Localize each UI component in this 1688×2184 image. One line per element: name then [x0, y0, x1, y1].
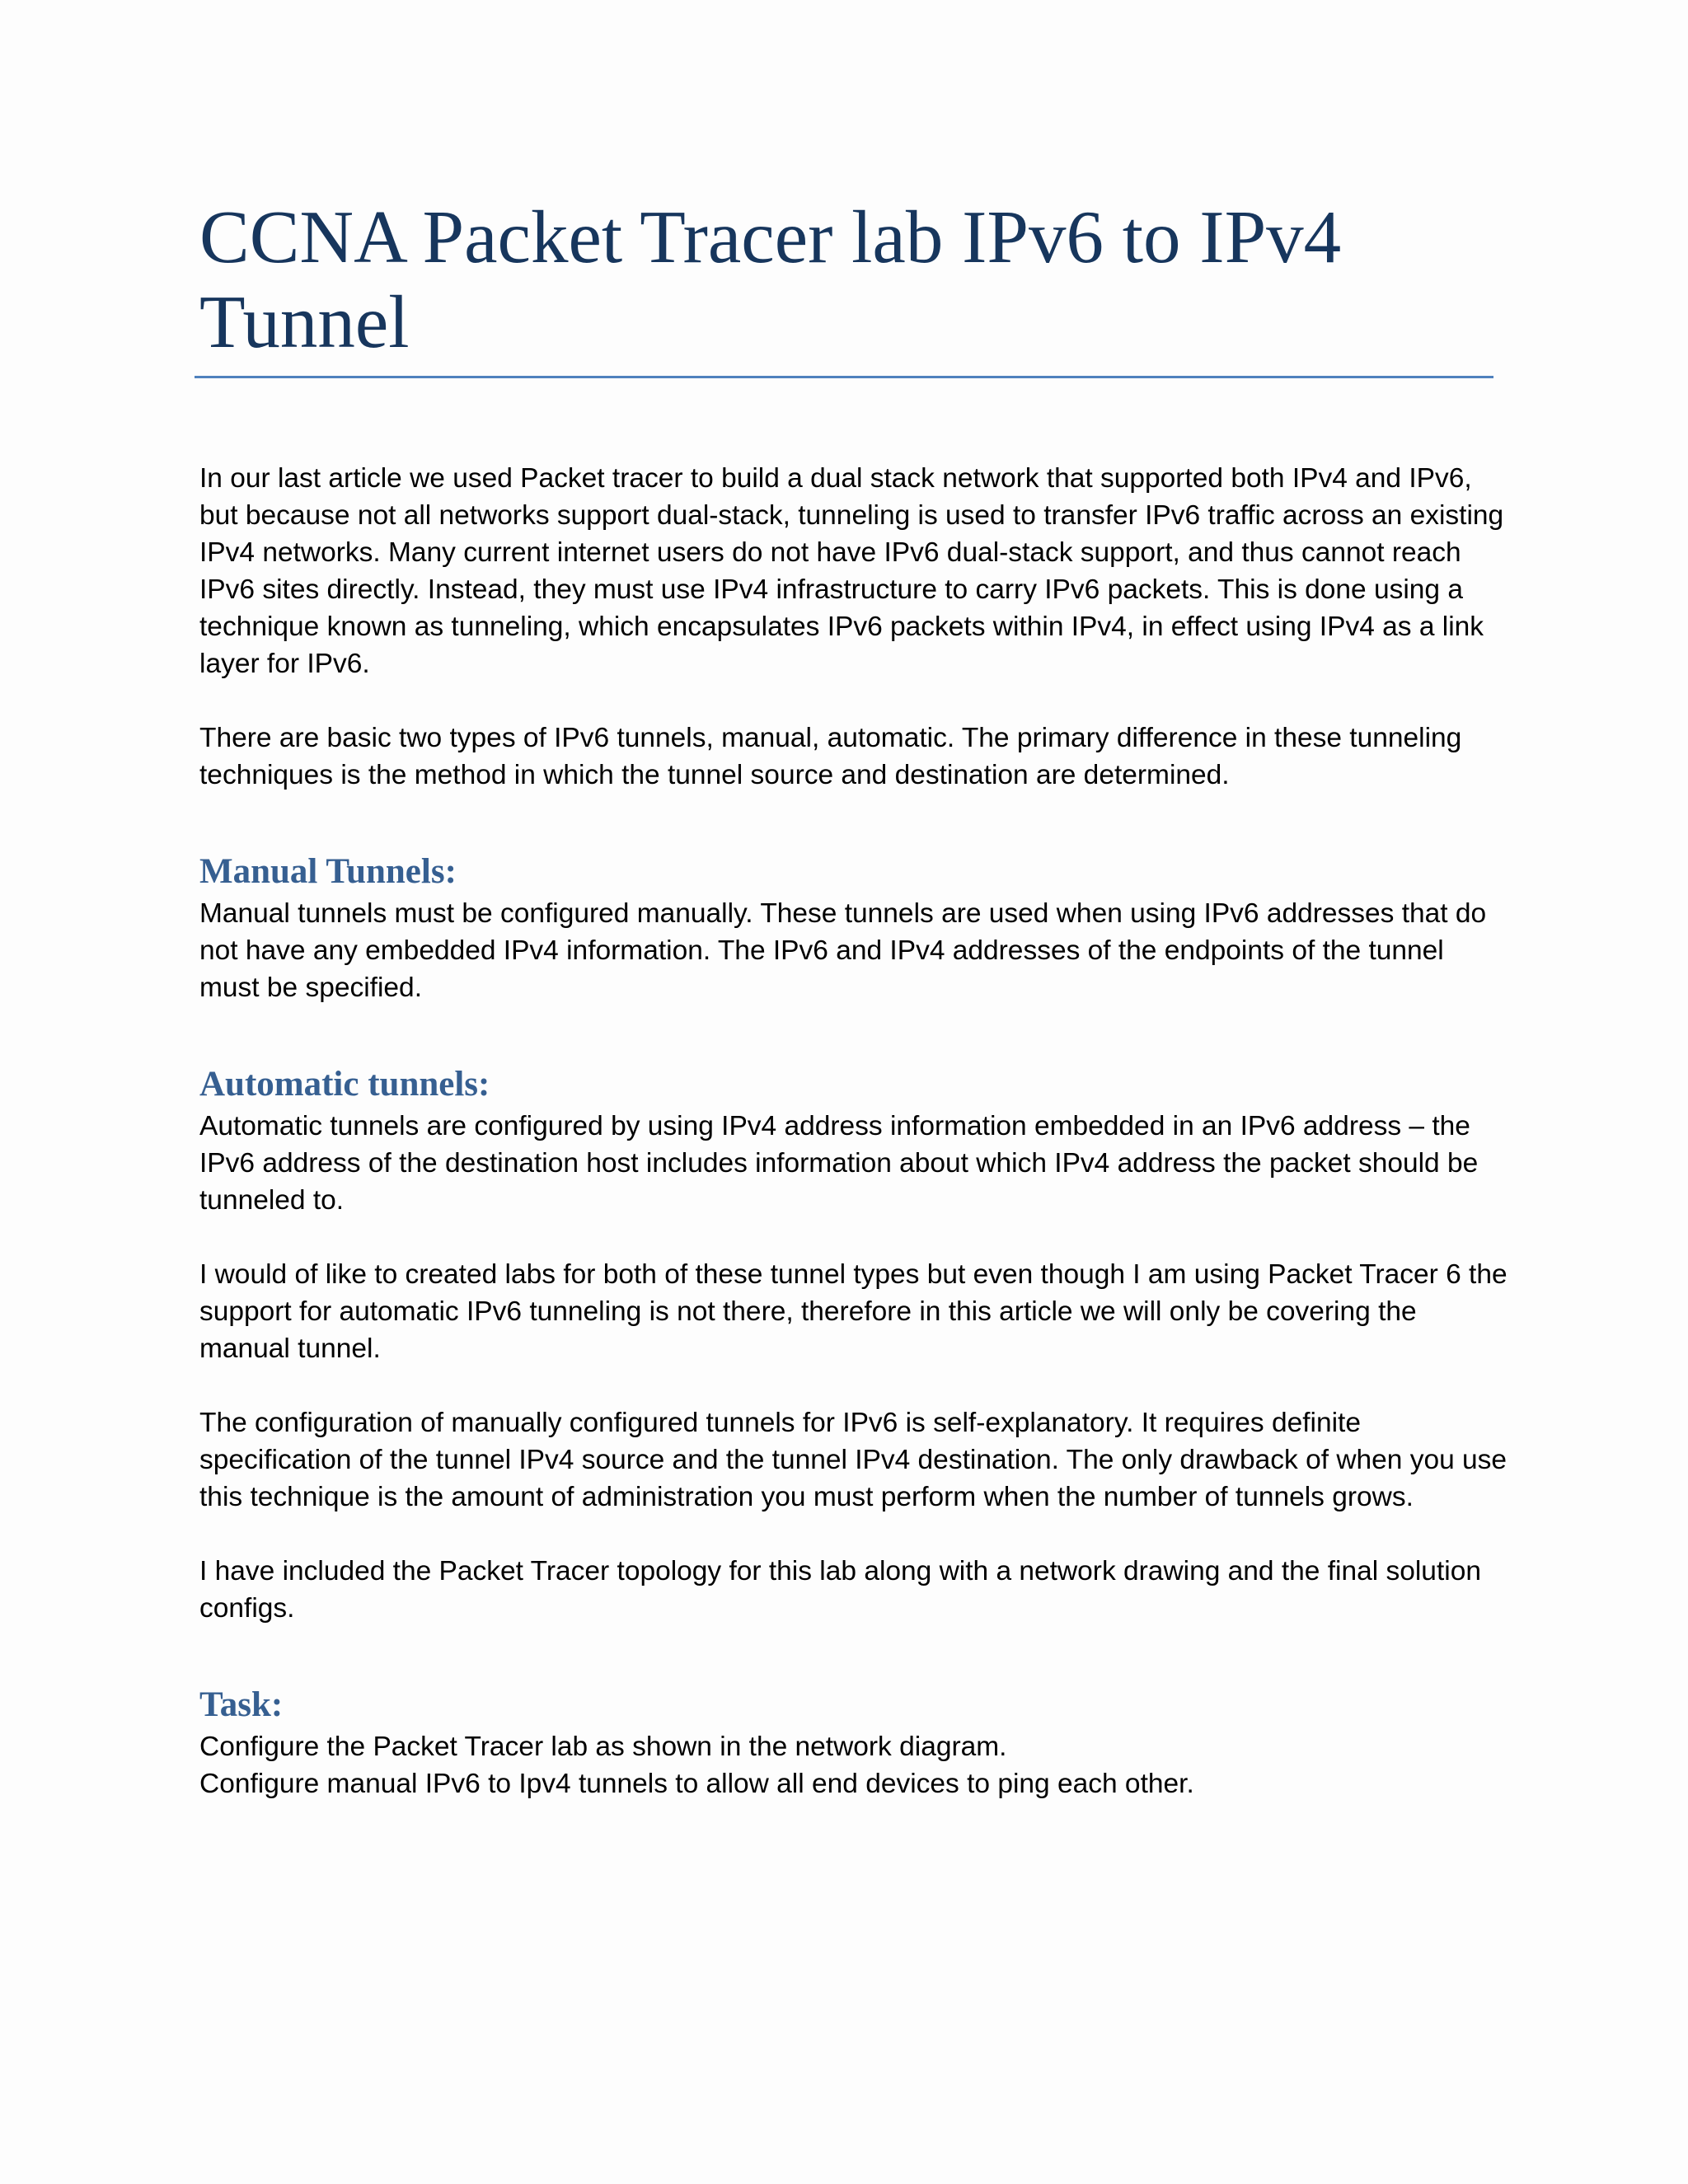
document-body [199, 460, 1510, 1802]
manual-tunnels-paragraph: Manual tunnels must be configured manually. These tunnels are used when using IPv6 addresses that do not have any embedded IPv4 information. The IPv6 and IPv4 addresses of the endpoints of the tunnel must be specified. [199, 898, 1487, 1003]
task-line: Configure the Packet Tracer lab as shown in the network diagram. [199, 1732, 1007, 1762]
automatic-tunnels-paragraph: Automatic tunnels are configured by using IPv4 address information embedded in an IPv6 address – the IPv6 address of the destination host includes information about which IPv4 address the packet should be tunneled to. [199, 1111, 1479, 1216]
included-files-paragraph: I have included the Packet Tracer topology for this lab along with a network drawing and the final solution configs. [199, 1556, 1481, 1624]
intro-paragraph: In our last article we used Packet tracer to build a dual stack network that supported both IPv4 and IPv6, but because not all networks support dual-stack, tunneling is used to transfer IPv6 traffic across an existing IPv4 networks. Many current internet users do not have IPv6 dual-stack support, and thus cannot reach IPv6 sites directly. Instead, they must use IPv4 infrastructure to carry IPv6 packets. This is done using a technique known as tunneling, which encapsulates IPv6 packets within IPv4, in effect using IPv4 as a link layer for IPv6. [199, 463, 1504, 679]
title-underline-rule [195, 376, 1493, 378]
automatic-tunnels-heading: Automatic tunnels: [199, 1065, 490, 1104]
configuration-paragraph: The configuration of manually configured tunnels for IPv6 is self-explanatory. It requires definite specification of the tunnel IPv4 source and the tunnel IPv4 destination. The only drawback of when you use this technique is the amount of administration you must perform when the number of tunnels grows. [199, 1408, 1507, 1512]
lab-note-paragraph: I would of like to created labs for both of these tunnel types but even though I am using Packet Tracer 6 the support for automatic IPv6 tunneling is not there, therefore in this article we will only be covering the manual tunnel. [199, 1259, 1507, 1364]
task-heading: Task: [199, 1685, 284, 1724]
task-line: Configure manual IPv6 to Ipv4 tunnels to allow all end devices to ping each other. [199, 1769, 1194, 1799]
intro-paragraph: There are basic two types of IPv6 tunnels, manual, automatic. The primary difference in these tunneling techniques is the method in which the tunnel source and destination are determined. [199, 723, 1462, 790]
manual-tunnels-heading: Manual Tunnels: [199, 852, 457, 891]
document-title: CCNA Packet Tracer lab IPv6 to IPv4 Tunnel [199, 195, 1342, 363]
